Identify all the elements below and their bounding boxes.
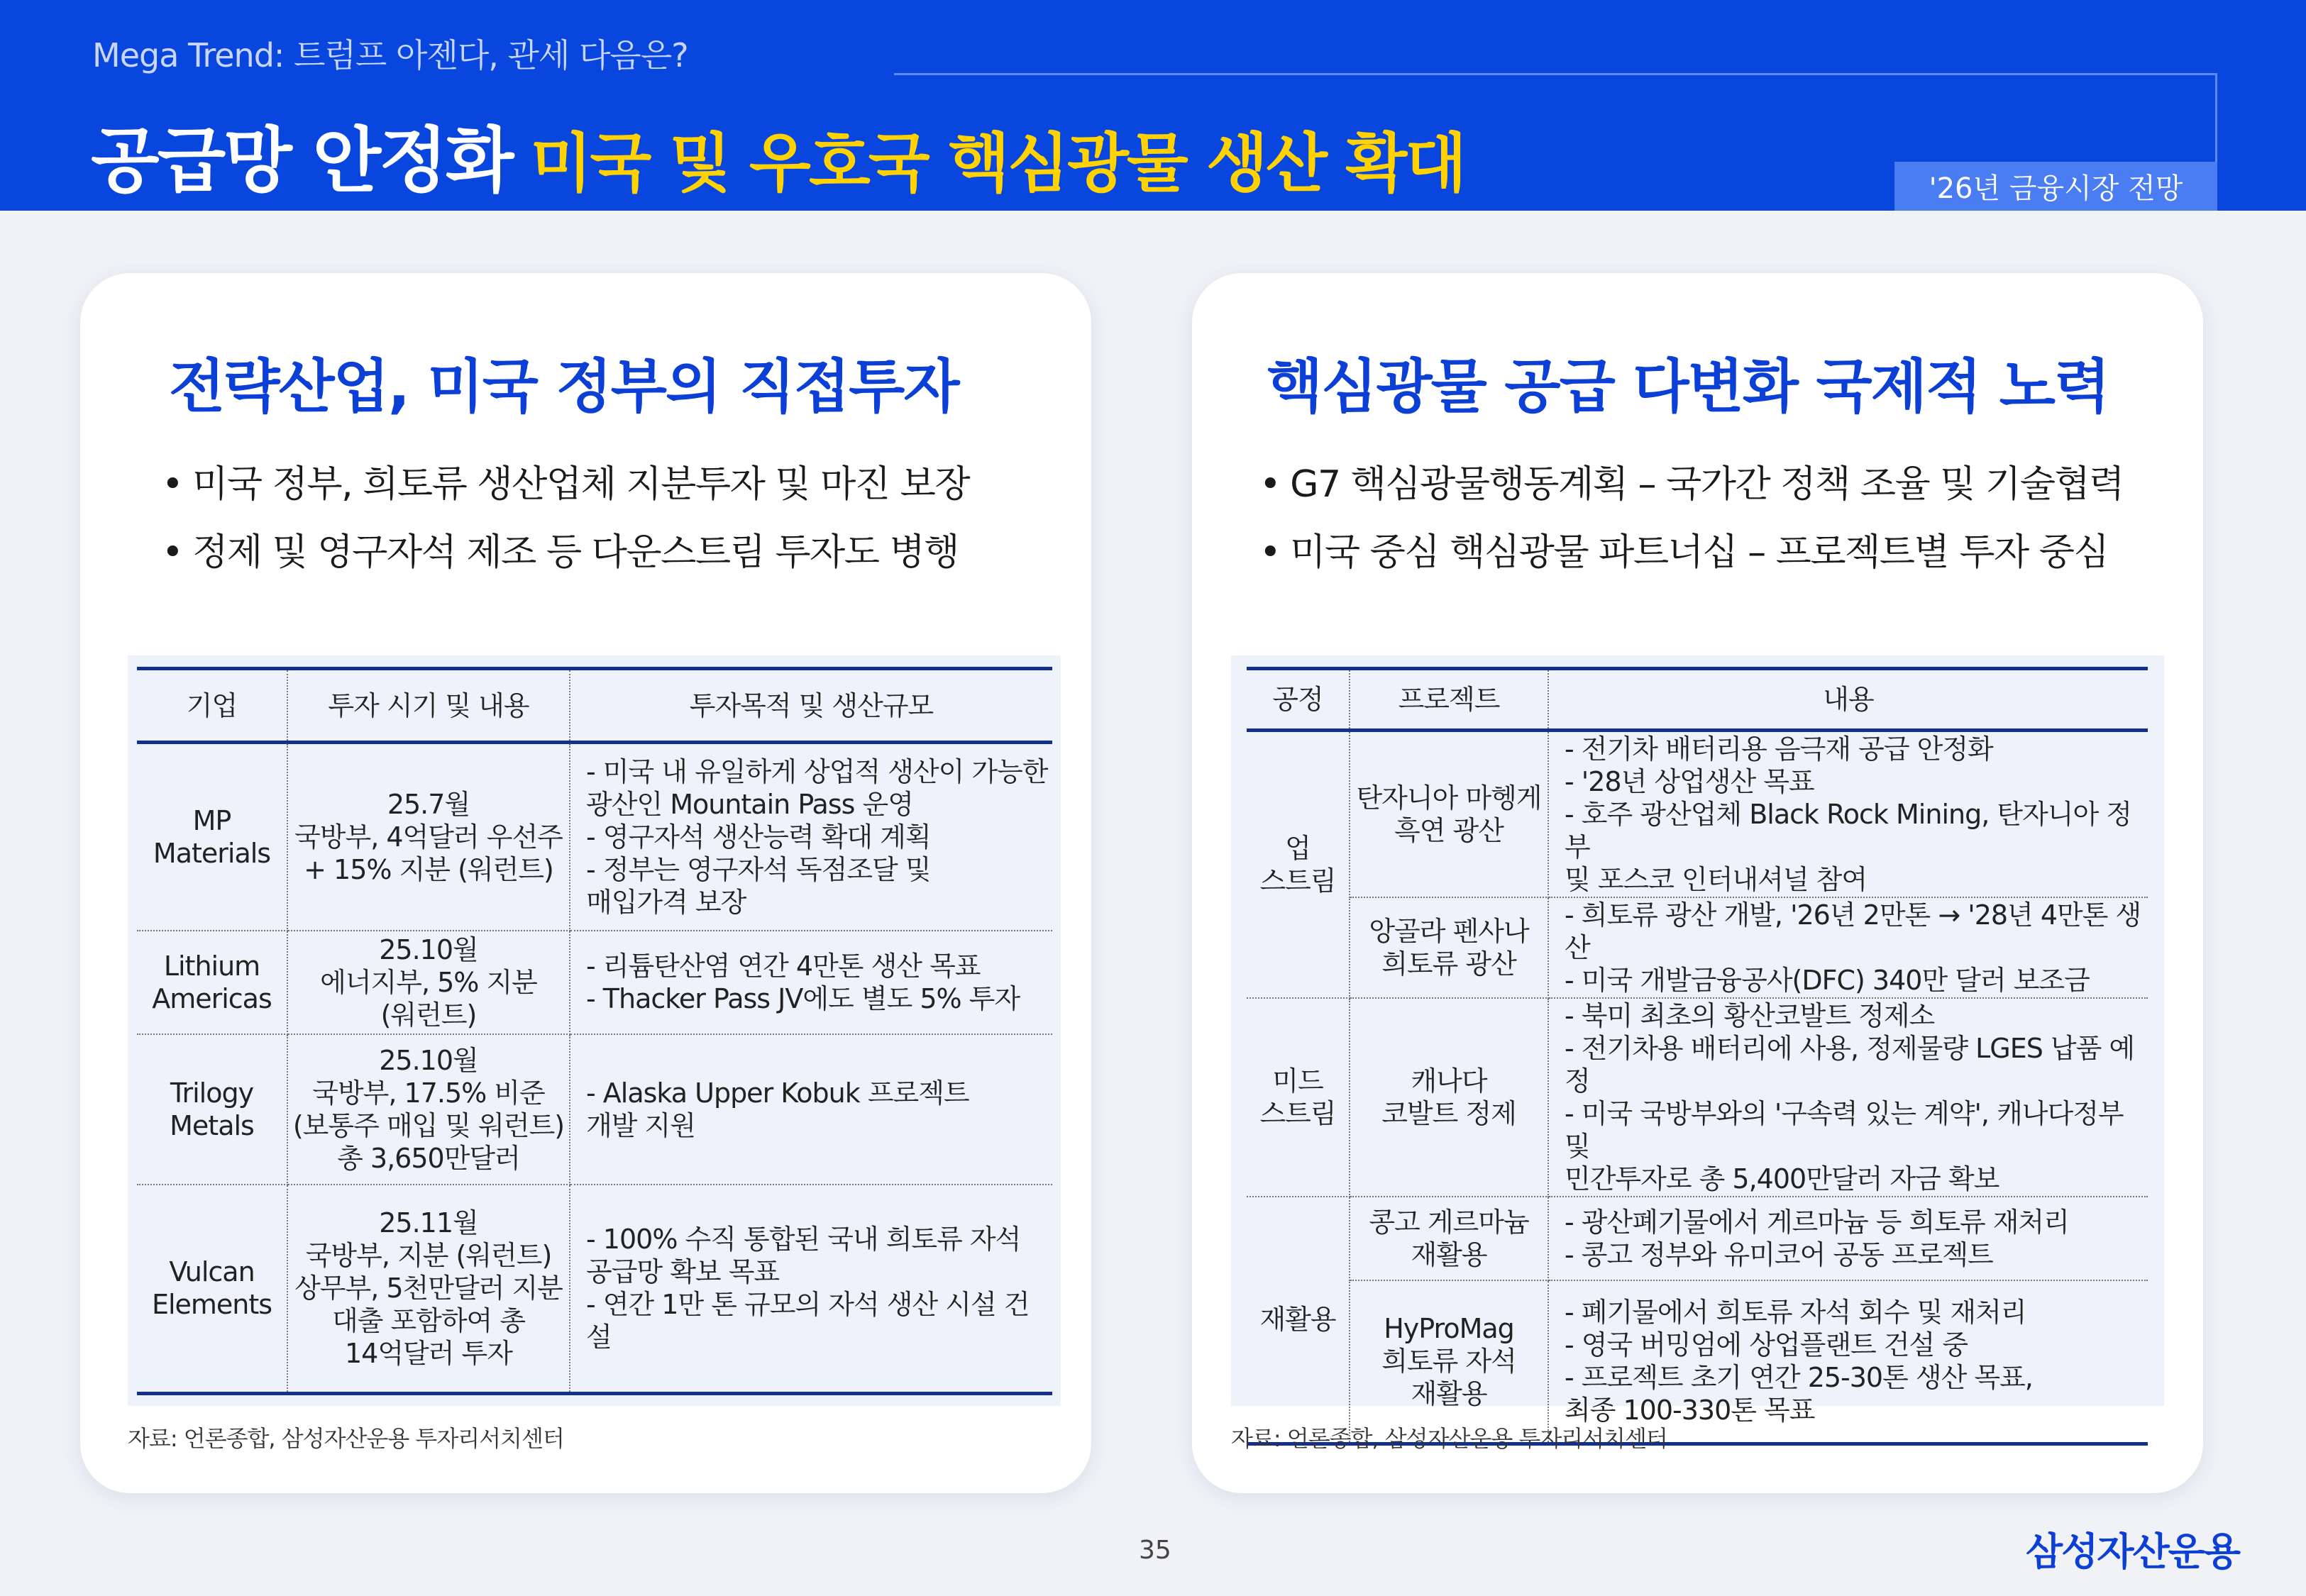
left-bullet-list — [162, 450, 969, 587]
table-header-stage: 공정 — [1247, 669, 1350, 731]
table-row — [137, 743, 1052, 931]
timing-cell: 25.10월 국방부, 17.5% 비준 (보통주 매입 및 워런트) 총 3,650만달러 — [287, 1034, 570, 1185]
page-title-sub: 미국 및 우호국 핵심광물 생산 확대 — [530, 126, 1465, 201]
stage-cell: 미드 스트림 — [1247, 998, 1350, 1197]
left-bullet-item: • 미국 정부, 희토류 생산업체 지분투자 및 마진 보장 — [162, 450, 969, 519]
detail-cell: - 폐기물에서 희토류 자석 회수 및 재처리 - 영국 버밍엄에 상업플랜트 건설 중 - 프로젝트 초기 연간 25-30톤 생산 목표, 최종 100-330톤 목표 — [1548, 1280, 2148, 1443]
left-bullet-item: • 정제 및 영구자석 제조 등 다운스트림 투자도 병행 — [162, 519, 969, 587]
right-bullet-item: • G7 핵심광물행동계획 – 국가간 정책 조율 및 기술협력 — [1259, 450, 2124, 519]
company-cell: Lithium Americas — [137, 931, 287, 1034]
page-number: 35 — [1139, 1536, 1171, 1565]
company-cell: Vulcan Elements — [137, 1185, 287, 1394]
project-cell: 탄자니아 마헹게 흑연 광산 — [1350, 731, 1548, 898]
investment-table — [137, 667, 1052, 1395]
timing-cell: 25.11월 국방부, 지분 (워런트) 상무부, 5천만달러 지분 대출 포함하여 총 14억달러 투자 — [287, 1185, 570, 1394]
header-bar — [0, 0, 2306, 211]
purpose-cell: - Alaska Upper Kobuk 프로젝트 개발 지원 — [570, 1034, 1052, 1185]
right-panel-title: 핵심광물 공급 다변화 국제적 노력 — [1267, 353, 2109, 421]
timing-cell: 25.10월 에너지부, 5% 지분 (워런트) — [287, 931, 570, 1034]
project-cell: 앙골라 펜사나 희토류 광산 — [1350, 897, 1548, 998]
timing-cell: 25.7월 국방부, 4억달러 우선주 + 15% 지분 (워런트) — [287, 743, 570, 931]
outlook-tag: '26년 금융시장 전망 — [1894, 162, 2217, 211]
purpose-cell: - 미국 내 유일하게 상업적 생산이 가능한 광산인 Mountain Pass 운영 - 영구자석 생산능력 확대 계획 - 정부는 영구자석 독점조달 및 매입가격 보장 — [570, 743, 1052, 931]
detail-cell: - 전기차 배터리용 음극재 공급 안정화 - '28년 상업생산 목표 - 호주 광산업체 Black Rock Mining, 탄자니아 정부 및 포스코 인터내셔널 참여 — [1548, 731, 2148, 898]
header-divider-vertical — [2215, 73, 2217, 165]
table-header-company: 기업 — [137, 669, 287, 743]
company-cell: MP Materials — [137, 743, 287, 931]
table-header-timing: 투자 시기 및 내용 — [287, 669, 570, 743]
table-row — [1247, 998, 2148, 1197]
page-title — [91, 104, 1465, 202]
project-cell: 콩고 게르마늄 재활용 — [1350, 1197, 1548, 1280]
stage-cell: 재활용 — [1247, 1197, 1350, 1443]
table-row — [1247, 1197, 2148, 1280]
table-header-purpose: 투자목적 및 생산규모 — [570, 669, 1052, 743]
right-bullet-list — [1259, 450, 2124, 587]
table-row — [137, 1185, 1052, 1394]
project-cell: HyProMag 희토류 자석 재활용 — [1350, 1280, 1548, 1443]
table-row — [137, 1034, 1052, 1185]
purpose-cell: - 리튬탄산염 연간 4만톤 생산 목표 - Thacker Pass JV에도 별도 5% 투자 — [570, 931, 1052, 1034]
detail-cell: - 광산폐기물에서 게르마늄 등 희토류 재처리 - 콩고 정부와 유미코어 공동 프로젝트 — [1548, 1197, 2148, 1280]
partnership-table — [1247, 667, 2148, 1446]
table-header-detail: 내용 — [1548, 669, 2148, 731]
header-kicker: Mega Trend: 트럼프 아젠다, 관세 다음은? — [92, 36, 688, 74]
table-row — [137, 931, 1052, 1034]
header-divider-line — [894, 73, 2217, 75]
right-bullet-item: • 미국 중심 핵심광물 파트너십 – 프로젝트별 투자 중심 — [1259, 519, 2124, 587]
page-title-main: 공급망 안정화 — [91, 119, 512, 202]
project-cell: 캐나다 코발트 정제 — [1350, 998, 1548, 1197]
right-source-note: 자료: 언론종합, 삼성자산운용 투자리서치센터 — [1231, 1425, 1667, 1452]
table-row — [1247, 731, 2148, 898]
left-panel-title: 전략산업, 미국 정부의 직접투자 — [169, 353, 959, 421]
table-header-project: 프로젝트 — [1350, 669, 1548, 731]
table-row — [1247, 897, 2148, 998]
stage-cell: 업 스트림 — [1247, 731, 1350, 999]
detail-cell: - 북미 최초의 황산코발트 정제소 - 전기차용 배터리에 사용, 정제물량 LGES 납품 예정 - 미국 국방부와의 '구속력 있는 계약', 캐나다정부 및 민간투자로 총 5,400만달러 자금 확보 — [1548, 998, 2148, 1197]
left-source-note: 자료: 언론종합, 삼성자산운용 투자리서치센터 — [128, 1425, 564, 1452]
detail-cell: - 희토류 광산 개발, '26년 2만톤 → '28년 4만톤 생산 - 미국 개발금융공사(DFC) 340만 달러 보조금 — [1548, 897, 2148, 998]
purpose-cell: - 100% 수직 통합된 국내 희토류 자석 공급망 확보 목표 - 연간 1만 톤 규모의 자석 생산 시설 건설 — [570, 1185, 1052, 1394]
brand-logo: 삼성자산운용 — [2026, 1529, 2239, 1574]
table-row — [1247, 1280, 2148, 1443]
company-cell: Trilogy Metals — [137, 1034, 287, 1185]
